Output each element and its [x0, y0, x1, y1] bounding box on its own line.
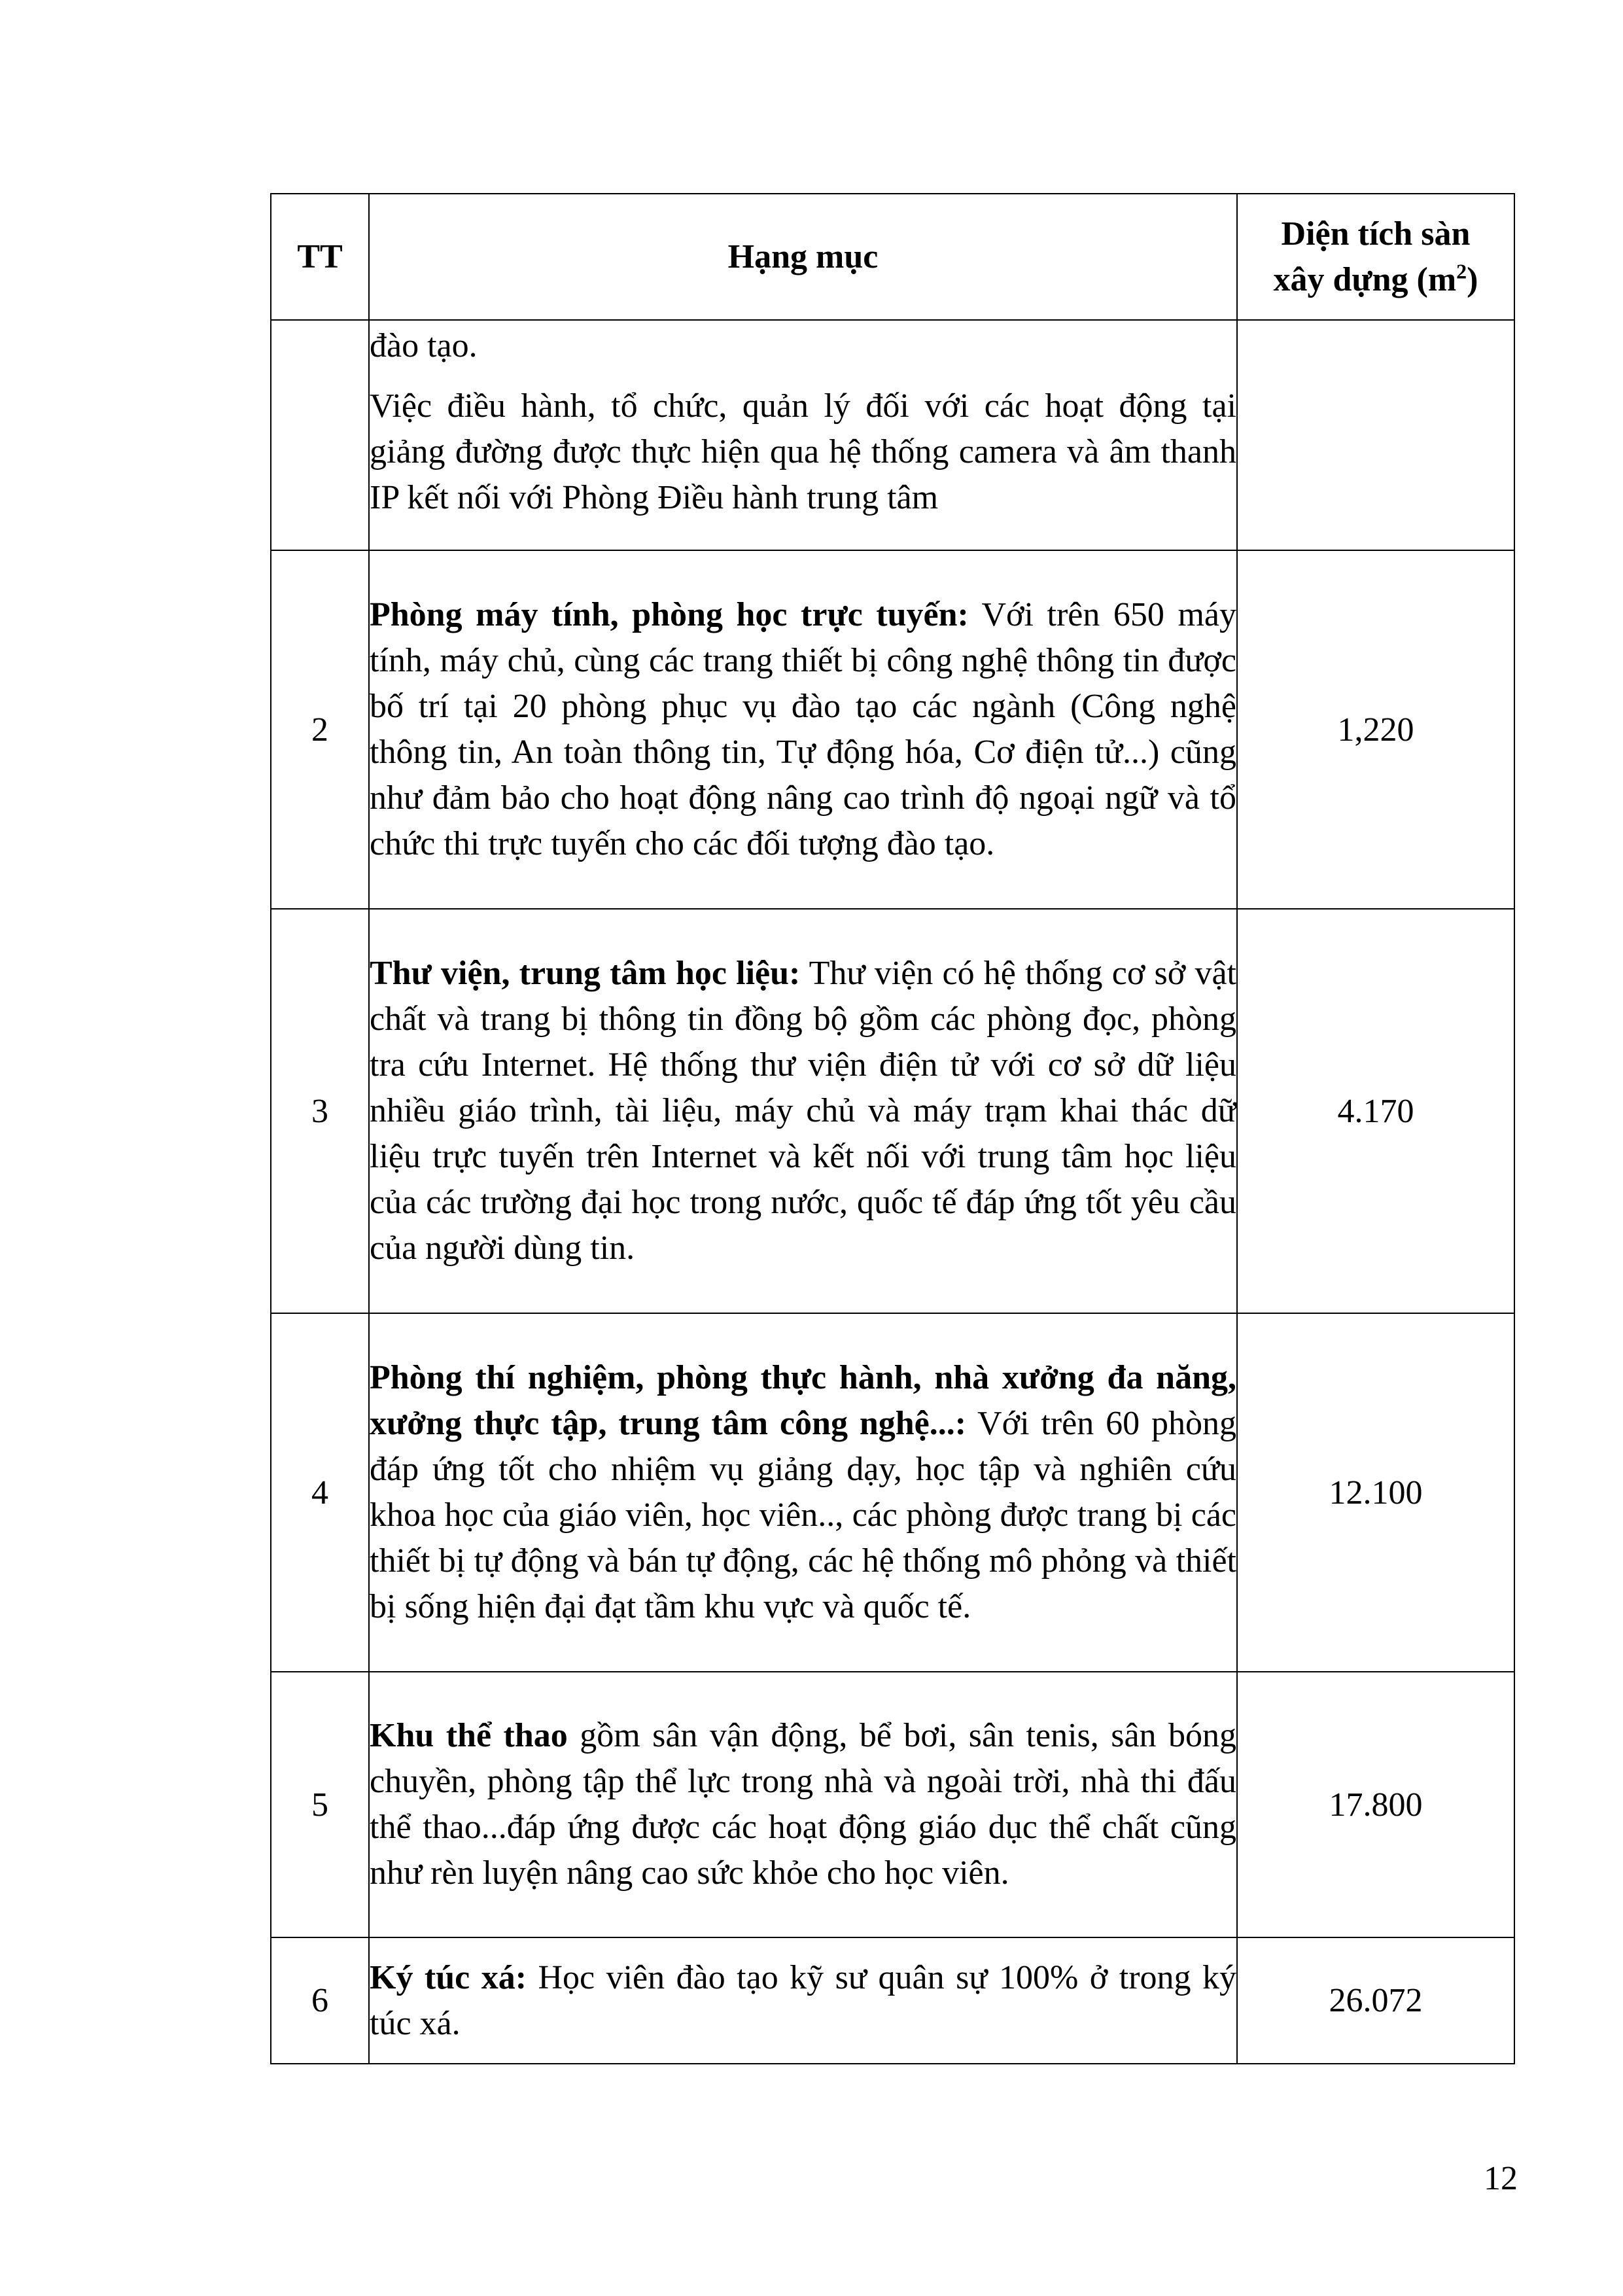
row-area: 12.100 [1237, 1313, 1514, 1672]
header-area-line1: Diện tích sàn [1281, 215, 1471, 253]
row-item [369, 320, 1237, 550]
facilities-table [270, 193, 1515, 2064]
table-row [271, 909, 1514, 1313]
header-area [1237, 194, 1514, 320]
row-item-text: Học viên đào tạo kỹ sư quân sự 100% ở trong ký túc xá. [370, 1958, 1236, 2042]
row-item [369, 550, 1237, 909]
row-tt: 5 [271, 1672, 369, 1937]
row-tt [271, 320, 369, 550]
row-item-text: Với trên 650 máy tính, máy chủ, cùng các trang thiết bị công nghệ thông tin được bố trí tại 20 phòng phục vụ đào tạo các ngành (Công nghệ thông tin, An toàn thông tin, Tự động hóa, Cơ điện tử...) cũng như đảm bảo cho hoạt động nâng cao trình độ ngoại ngữ và tổ chức thi trực tuyến cho các đối tượng đào tạo. [370, 596, 1236, 862]
table-row [271, 1313, 1514, 1672]
row-tt: 3 [271, 909, 369, 1313]
row-area: 1,220 [1237, 550, 1514, 909]
table-row [271, 1672, 1514, 1937]
table-row [271, 550, 1514, 909]
header-area-sup: 2 [1456, 259, 1467, 283]
row-tt: 4 [271, 1313, 369, 1672]
row-item-title: Thư viện, trung tâm học liệu: [370, 955, 801, 992]
header-area-line2: xây dựng (m [1273, 260, 1457, 298]
row-item-title: Khu thể thao [370, 1717, 568, 1754]
table-header-row [271, 194, 1514, 320]
header-area-close: ) [1467, 260, 1478, 298]
header-tt: TT [271, 194, 369, 320]
row-area: 17.800 [1237, 1672, 1514, 1937]
row-tt: 2 [271, 550, 369, 909]
table-row-continuation [271, 320, 1514, 550]
header-item: Hạng mục [369, 194, 1237, 320]
row-item-text: gồm sân vận động, bể bơi, sân tenis, sân bóng chuyền, phòng tập thể lực trong nhà và ngoài trời, nhà thi đấu thể thao...đáp ứng được các hoạt động giáo dục thể chất cũng như rèn luyện nâng cao sức khỏe cho học viên. [370, 1717, 1236, 1892]
row-tt: 6 [271, 1937, 369, 2064]
row-area: 4.170 [1237, 909, 1514, 1313]
continuation-paragraph: Việc điều hành, tổ chức, quản lý đối với các hoạt động tại giảng đường được thực hiện qua hệ thống camera và âm thanh IP kết nối với Phòng Điều hành trung tâm [370, 387, 1236, 516]
row-item-text: Thư viện có hệ thống cơ sở vật chất và trang bị thông tin đồng bộ gồm các phòng đọc, phòng tra cứu Internet. Hệ thống thư viện điện tử với cơ sở dữ liệu nhiều giáo trình, tài liệu, máy chủ và máy trạm khai thác dữ liệu trực tuyến trên Internet và kết nối với trung tâm học liệu của các trường đại học trong nước, quốc tế đáp ứng tốt yêu cầu của người dùng tin. [370, 955, 1237, 1267]
row-item-text: Với trên 60 phòng đáp ứng tốt cho nhiệm vụ giảng dạy, học tập và nghiên cứu khoa học của giáo viên, học viên.., các phòng được trang bị các thiết bị tự động và bán tự động, các hệ thống mô phỏng và thiết bị sống hiện đại đạt tầm khu vực và quốc tế. [370, 1405, 1237, 1625]
row-item-title: Phòng thí nghiệm, phòng thực hành, nhà xưởng đa năng, xưởng thực tập, trung tâm công nghệ...: [370, 1359, 1236, 1442]
row-item-title: Ký túc xá: [370, 1958, 527, 1996]
continuation-paragraph: đào tạo. [370, 327, 478, 364]
row-item [369, 909, 1237, 1313]
row-item-title: Phòng máy tính, phòng học trực tuyến: [370, 596, 969, 633]
row-area [1237, 320, 1514, 550]
row-item [369, 1937, 1237, 2064]
row-item [369, 1313, 1237, 1672]
row-area: 26.072 [1237, 1937, 1514, 2064]
page-number: 12 [1484, 2160, 1518, 2197]
table-row [271, 1937, 1514, 2064]
row-item [369, 1672, 1237, 1937]
